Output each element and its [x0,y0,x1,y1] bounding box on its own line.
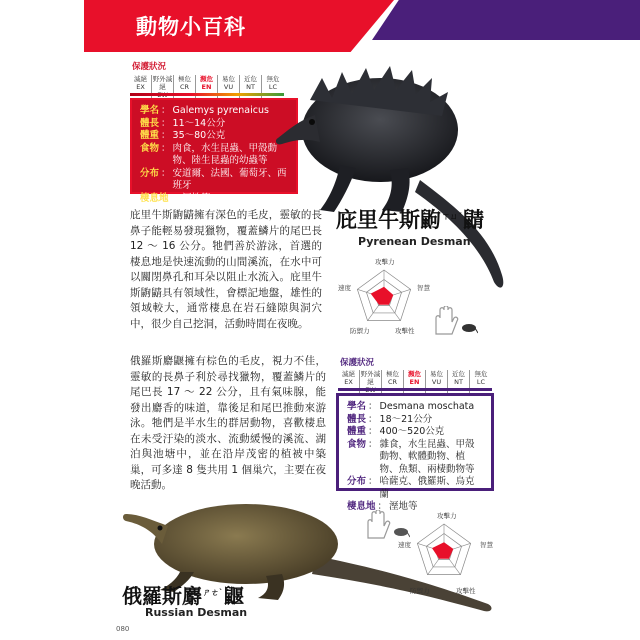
fact-row [140,143,288,168]
fact-key: 學名 [347,401,367,412]
pyrenean-name-zh-main: 庇里牛斯鼩 [336,208,441,232]
status-en: EN [201,83,212,91]
fact-key: 食物 [140,142,160,154]
fact-key: 分布 [347,476,367,487]
pyrenean-status-label: 保護狀況 [132,62,167,72]
russian-status-bar [338,388,492,391]
pyrenean-size-comparison-icon [432,306,478,336]
fact-value: 溼地等 [182,192,211,204]
fact-separator: ： [368,476,378,487]
fact-separator: ： [161,105,171,116]
status-en: LC [476,378,486,386]
fact-separator: ： [377,501,388,512]
pyrenean-name-zh-ruby: ㄒㄩˊ [442,212,462,221]
header-banner-purple [372,0,640,40]
status-zh: 近危 [244,75,257,83]
pyrenean-name-zh [336,204,484,234]
fact-row [140,193,288,206]
pyrenean-radar-label-bottom-right: 攻擊性 [395,327,415,335]
fact-separator: ： [161,167,171,179]
section-title: 動物小百科 [136,15,246,39]
fact-row [140,118,288,131]
russian-radar-chart [412,518,476,582]
status-zh: 極危 [178,75,191,83]
fact-separator: ： [161,117,171,129]
fact-value: 哈薩克、俄羅斯、烏克蘭 [379,476,475,500]
fact-key: 體長 [347,413,367,425]
status-en: CR [387,378,398,386]
status-zh: 無危 [474,370,488,378]
fact-row [140,168,288,193]
fact-row [347,426,483,439]
fact-key: 食物 [347,438,367,450]
fact-separator: ： [170,192,181,204]
status-zh: 無危 [266,75,280,83]
fact-row [140,105,288,118]
russian-radar-label-right: 智慧 [480,541,493,549]
fact-value: Desmana moschata [379,401,475,412]
fact-key: 體重 [347,426,367,437]
russian-description: 俄羅斯麝鼴擁有棕色的毛皮，視力不佳，靈敏的長鼻子利於尋找獵物，覆蓋鱗片的尾巴長 17 ～ 22 公分，且有氣味腺，能發出麝香的味道，靠後足和尾巴推動來游泳。牠們是半水生的群居動物，喜歡棲息在未受汙染的淡水、流動緩慢的溪流、湖泊與池塘中，並在沿岸茂密的植被中築巢，可多達 8 隻共用 1 個巢穴，主要在夜晚活動。 [130,355,326,491]
fact-row [140,130,288,143]
fact-separator: ： [368,438,378,450]
russian-radar-label-bottom-right: 攻擊性 [456,587,476,595]
fact-key: 分布 [140,167,160,179]
status-en: VU [223,83,234,91]
status-en: VU [431,378,442,386]
fact-value: 35～80公克 [172,130,226,141]
status-en: EX [344,378,353,386]
pyrenean-description: 庇里牛斯鼩鼱擁有深色的毛皮，靈敏的長鼻子能輕易發現獵物，覆蓋鱗片的尾巴長 12 ～ 16 公分。牠們善於游泳，首選的棲息地是快速流動的山間溪流，在水中可以關閉鼻孔和耳朵以阻止水流入。庇里牛斯鼩鼱具有領域性，會標記地盤，雄性的領域較大，通常棲息在岩石縫隙與洞穴中，很少自己挖洞，活動時間在夜晚。 [130,209,322,330]
status-zh: 瀕危 [200,75,213,83]
russian-name-zh-ruby: ㄕㄜˋ [203,588,223,598]
fact-key: 學名 [140,105,160,116]
status-en: EX [136,83,145,91]
status-zh: 野外滅絕 [360,370,381,386]
russian-fact-box [336,393,494,512]
fact-value: Galemys pyrenaicus [172,105,269,116]
status-en: CR [179,83,190,91]
pyrenean-name-en: Pyrenean Desman [358,235,471,248]
fact-row [347,439,483,477]
pyrenean-radar-label-left: 速度 [338,284,351,292]
fact-key: 棲息地 [347,501,376,512]
fact-key: 體長 [140,117,160,129]
status-en: NT [454,378,463,386]
pyrenean-name-zh-end: 鼱 [463,208,484,232]
status-en: NT [246,83,255,91]
fact-value: 11～14公分 [172,117,226,129]
fact-value: 安道爾、法國、葡萄牙、西班牙 [172,167,287,191]
pyrenean-status-bar [130,93,284,96]
russian-name-zh [122,580,244,609]
fact-key: 體重 [140,130,160,141]
page-number: 080 [116,625,130,633]
pyrenean-radar-label-bottom-left: 防禦力 [350,327,370,335]
pyrenean-radar-label-top: 攻擊力 [375,258,395,266]
status-zh: 極危 [386,370,399,378]
status-en: EN [409,378,420,386]
status-zh: 易危 [430,370,443,378]
status-zh: 易危 [222,75,235,83]
fact-separator: ： [161,142,171,154]
fact-value: 溼地等 [389,501,418,512]
status-zh: 近危 [452,370,465,378]
status-zh: 滅絕 [134,75,147,83]
russian-name-en: Russian Desman [145,606,248,619]
status-zh: 瀕危 [408,370,421,378]
pyrenean-radar-chart [352,264,416,328]
fact-separator: ： [368,426,378,437]
pyrenean-radar-label-right: 智慧 [417,284,430,292]
fact-separator: ： [368,401,378,412]
status-zh: 野外滅絕 [152,75,173,91]
status-en: LC [268,83,278,91]
status-zh: 滅絕 [342,370,355,378]
russian-radar-label-bottom-left: 防禦力 [410,587,430,595]
fact-row [347,414,483,427]
fact-separator: ： [161,130,171,141]
russian-size-comparison-icon [364,510,410,540]
fact-key: 棲息地 [140,192,169,204]
russian-name-zh-end: 鼴 [224,584,244,608]
pyrenean-radar-area [371,287,394,305]
fact-row [347,401,483,414]
russian-radar-label-top: 攻擊力 [437,512,457,520]
fact-separator: ： [368,413,378,425]
fact-value: 肉食，水生昆蟲、甲殼動物、陸生昆蟲的幼蟲等 [172,142,278,166]
fact-value: 雜食，水生昆蟲、甲殼動物、軟體動物、植物、魚類、兩棲動物等 [379,438,475,475]
fact-value: 400～520公克 [379,426,445,437]
fact-value: 18～21公分 [379,413,433,425]
russian-name-zh-main: 俄羅斯麝 [122,584,202,608]
russian-radar-label-left: 速度 [398,541,411,549]
russian-status-label: 保護狀況 [340,358,375,368]
